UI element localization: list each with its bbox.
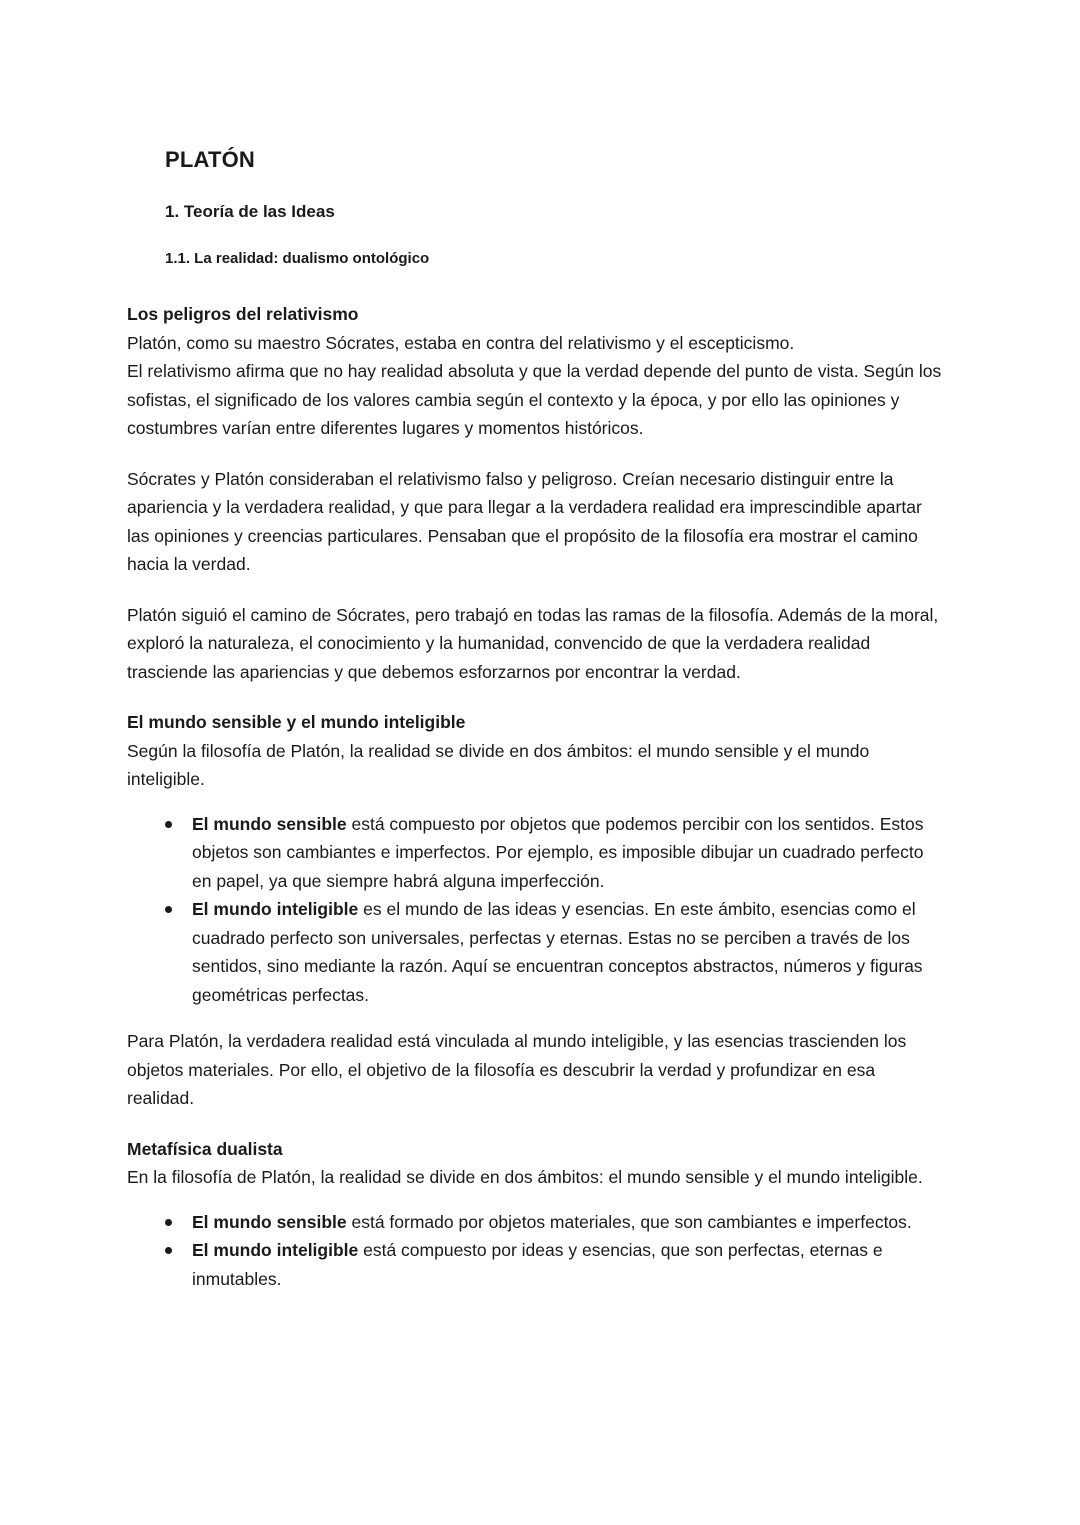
bullet-list-mundos	[127, 810, 947, 1010]
bullet-dot-icon	[165, 1219, 172, 1226]
list-item-text: está formado por objetos materiales, que son cambiantes e imperfectos.	[346, 1211, 912, 1232]
paragraph-relativismo-1b: El relativismo afirma que no hay realidad absoluta y que la verdad depende del punto de vista. Según los sofistas, el significado de los valores cambia según el contexto y la época, y por ello las opiniones y costumbres varían entre diferentes lugares y momentos históricos.	[127, 361, 942, 438]
bullet-list-metafisica	[127, 1208, 947, 1294]
list-item-text: está compuesto por ideas y esencias, que son perfectas, eternas e inmutables.	[192, 1240, 883, 1289]
list-item-lead: El mundo inteligible	[192, 899, 359, 919]
paragraph-metafisica-intro: En la filosofía de Platón, la realidad se divide en dos ámbitos: el mundo sensible y el mundo inteligible.	[127, 1167, 923, 1187]
paragraph-mundos-intro: Según la filosofía de Platón, la realidad se divide en dos ámbitos: el mundo sensible y el mundo inteligible.	[127, 740, 870, 789]
lead-mundos: El mundo sensible y el mundo inteligible	[127, 712, 466, 732]
list-item	[127, 810, 947, 896]
paragraph-relativismo-2: Sócrates y Platón consideraban el relativismo falso y peligroso. Creían necesario distinguir entre la apariencia y la verdadera realidad, y que para llegar a la verdadera realidad era imprescindible apartar las opiniones y creencias particulares. Pensaban que el propósito de la filosofía era mostrar el camino hacia la verdad.	[127, 468, 922, 574]
bullet-dot-icon	[165, 1247, 172, 1254]
paragraph-relativismo-1a: Platón, como su maestro Sócrates, estaba en contra del relativismo y el escepticismo.	[127, 332, 795, 353]
block-relativismo	[127, 300, 947, 686]
list-item-lead: El mundo sensible	[192, 813, 347, 834]
lead-metafisica: Metafísica dualista	[127, 1138, 283, 1159]
bullet-dot-icon	[165, 821, 172, 828]
paragraph-mundos-closing: Para Platón, la verdadera realidad está vinculada al mundo inteligible, y las esencias trascienden los objetos materiales. Por ello, el objetivo de la filosofía es descubrir la verdad y profundizar en esa realidad.	[127, 1031, 907, 1108]
page-title: PLATÓN	[165, 147, 256, 172]
block-mundos	[127, 708, 947, 1113]
section-heading: 1. Teoría de las Ideas	[165, 202, 335, 221]
subsection-heading: 1.1. La realidad: dualismo ontológico	[165, 250, 430, 267]
list-item-lead: El mundo inteligible	[192, 1240, 359, 1260]
list-item-text: es el mundo de las ideas y esencias. En este ámbito, esencias como el cuadrado perfecto son universales, perfectas y eternas. Estas no se perciben a través de los sentidos, sino mediante la razón. Aquí se encuentran conceptos abstractos, números y figuras geométricas perfectas.	[192, 899, 923, 1005]
list-item-lead: El mundo sensible	[192, 1211, 347, 1232]
document-content	[127, 146, 947, 1311]
list-item-text: está compuesto por objetos que podemos percibir con los sentidos. Estos objetos son cambiantes e imperfectos. Por ejemplo, es imposible dibujar un cuadrado perfecto en papel, ya que siempre habrá alguna imperfección.	[192, 813, 924, 891]
bullet-dot-icon	[165, 906, 172, 913]
list-item	[127, 1208, 947, 1237]
list-item	[127, 895, 947, 1009]
paragraph-relativismo-3: Platón siguió el camino de Sócrates, pero trabajó en todas las ramas de la filosofía. Además de la moral, exploró la naturaleza, el conocimiento y la humanidad, convencido de que la verdadera realidad trasciende las apariencias y que debemos esforzarnos por encontrar la verdad.	[127, 604, 939, 682]
list-item	[127, 1236, 947, 1293]
lead-relativismo: Los peligros del relativismo	[127, 304, 359, 324]
block-metafisica	[127, 1135, 947, 1294]
